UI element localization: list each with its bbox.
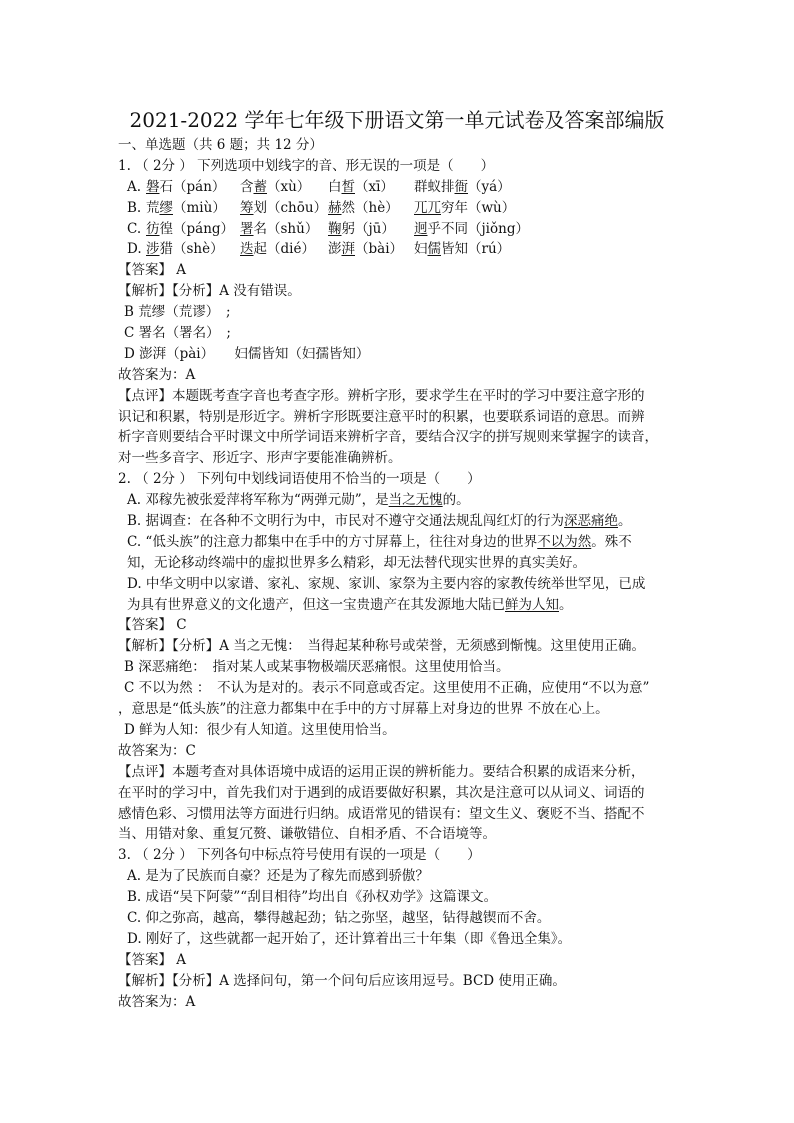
text: B 深恶痛绝： 指对某人或某事物极端厌恶痛恨。这里使用恰当。 — [124, 659, 510, 676]
text: （xù） — [267, 178, 311, 195]
text: 躬（jū） — [341, 220, 395, 237]
text: 白 — [328, 178, 342, 195]
text-line — [118, 783, 694, 804]
text: 【解析】【分析】A 当之无愧： 当得起某种称号或荣誉，无须感到惭愧。这里使用正确。 — [118, 638, 646, 655]
text: C. 仰之弥高，越高，攀得越起劲；钻之弥坚，越坚，钻得越锲而不舍。 — [127, 909, 551, 926]
text-line — [118, 992, 694, 1013]
option-item — [240, 239, 315, 260]
text-line — [118, 344, 694, 365]
option-item — [414, 239, 510, 260]
text-line — [118, 365, 694, 386]
text: B 荒缪（荒谬） ; — [124, 304, 231, 321]
text: 。 — [618, 513, 632, 530]
option-item — [414, 219, 529, 240]
text: 然（hè） — [341, 199, 399, 216]
option-row — [118, 198, 694, 219]
underlined-text: 彷 — [146, 220, 160, 237]
option-item — [146, 198, 226, 219]
text-line — [118, 887, 694, 908]
option-row — [118, 239, 694, 260]
text: 一、单选题（共 6 题；共 12 分） — [118, 137, 323, 153]
option-row — [118, 177, 694, 198]
text: 当、用错对象、重复冗赘、谦敬错位、自相矛盾、不合语境等。 — [118, 826, 496, 843]
underlined-text: 迥 — [414, 220, 428, 237]
text-line — [118, 615, 694, 636]
text: 【答案】 A — [118, 951, 187, 968]
text: D 澎湃（pài） 妇儒皆知（妇孺皆知） — [124, 345, 370, 362]
text: A. 邓稼先被张爱萍将军称为“两弹元勋”，是 — [127, 492, 389, 509]
underlined-text: 磐 — [146, 178, 160, 195]
document-title: 2021-2022 学年七年级下册语文第一单元试卷及答案部编版 — [129, 108, 665, 132]
option-label: D. — [127, 241, 142, 258]
text: B. 成语“吴下阿蒙”“刮目相待”均出自《孙权劝学》这篇课文。 — [127, 889, 498, 906]
text: 1. （ 2分 ） 下列选项中划线字的音、形无误的一项是（ ） — [118, 157, 495, 174]
option-item — [328, 219, 395, 240]
underlined-text: 鞠 — [328, 220, 342, 237]
text: D. 中华文明中以家谱、家礼、家规、家训、家祭为主要内容的家教传统举世罕见，已成 — [127, 575, 646, 592]
text: 【解析】【分析】A 选择问句，第一个问句后应该用逗号。BCD 使用正确。 — [118, 972, 566, 989]
text-line — [118, 427, 694, 448]
text-line — [118, 908, 694, 929]
text: 群蚁排 — [414, 178, 455, 195]
text-line — [118, 511, 694, 532]
underlined-text: 缪 — [159, 199, 173, 216]
text-line — [118, 448, 694, 469]
text-line — [118, 699, 694, 720]
text-line — [118, 574, 694, 595]
option-item — [328, 198, 399, 219]
text: 【点评】本题考查对具体语境中成语的运用正误的辨析能力。要结合积累的成语来分析， — [118, 763, 645, 780]
text: 乎不同（jiǒng） — [427, 220, 529, 237]
text-line — [118, 553, 694, 574]
text-line — [118, 407, 694, 428]
text: 【答案】 C — [118, 617, 187, 634]
text: 徨（páng） — [159, 220, 235, 237]
text: 猎（shè） — [159, 241, 224, 258]
text-line — [118, 595, 694, 616]
text-line — [118, 636, 694, 657]
text-line — [118, 950, 694, 971]
underlined-text: 筹 — [240, 199, 254, 216]
underlined-text: 深恶痛绝 — [564, 513, 619, 530]
text: 故答案为：A — [118, 993, 196, 1010]
text: 的。 — [442, 492, 470, 509]
text: 在平时的学习中，首先我们对于遇到的成语要做好积累，其次是注意可以从词义、词语的 — [118, 784, 645, 801]
text: 。 — [559, 596, 573, 613]
text: D 鲜为人知：很少有人知道。这里使用恰当。 — [124, 721, 396, 738]
text-line — [118, 678, 694, 699]
text-line — [118, 971, 694, 992]
text: C. “低头族”的注意力都集中在手中的方寸屏幕上，往往对身边的世界 — [127, 533, 538, 550]
text-line — [118, 532, 694, 553]
option-item — [414, 177, 511, 198]
document-body — [118, 135, 694, 1012]
option-item — [240, 198, 327, 219]
text-line — [118, 469, 694, 490]
option-item — [240, 177, 310, 198]
text: 【解析】【分析】A 没有错误。 — [118, 283, 301, 300]
text: C 署名（署名） ; — [124, 325, 231, 342]
text: 感情色彩、习惯用法等方面进行归纳。成语常见的错误有：望文生义、褒贬不当、搭配不 — [118, 805, 645, 822]
text: 石（pán） — [159, 178, 226, 195]
text: 皆知（rú） — [441, 241, 511, 258]
text: 妇 — [414, 241, 428, 258]
option-label: A. — [127, 178, 142, 195]
text-line — [118, 657, 694, 678]
text: （yá） — [468, 178, 511, 195]
option-item — [328, 177, 394, 198]
text: 析字音则要结合平时课文中所学词语来辨析字音，要结合汉字的拼写规则来掌握字的读音， — [118, 429, 658, 446]
text-line — [118, 323, 694, 344]
text: ，意思是“低头族”的注意力都集中在手中的方寸屏幕上对身边的世界 不放在心上。 — [118, 701, 609, 718]
option-item — [146, 239, 224, 260]
text-line — [118, 281, 694, 302]
text: 名（shǔ） — [253, 220, 319, 237]
option-item — [328, 239, 403, 260]
text-line — [118, 741, 694, 762]
text-line — [118, 490, 694, 511]
text: 穷年（wù） — [441, 199, 516, 216]
underlined-text: 鲜为人知 — [505, 596, 559, 613]
text: 【答案】 A — [118, 262, 187, 279]
text: 荒 — [146, 199, 160, 216]
text: 【点评】本题既考查字音也考查字形。辨析字形，要求学生在平时的学习中要注意字形的 — [118, 387, 645, 404]
text: （bài） — [355, 241, 404, 258]
option-label: C. — [127, 220, 142, 237]
underlined-text: 儒 — [427, 241, 441, 258]
text: C 不以为然 ： 不认为是对的。表示不同意或否定。这里使用不正确，应使用“不以为意” — [124, 680, 650, 697]
option-item — [146, 219, 234, 240]
text-line — [118, 260, 694, 281]
text-line — [118, 929, 694, 950]
text: 3. （ 2分 ） 下列各句中标点符号使用有误的一项是（ ） — [118, 847, 481, 864]
underlined-text: 蓄 — [253, 178, 267, 195]
text: 2. （ 2分 ） 下列句中划线词语使用不恰当的一项是（ ） — [118, 471, 481, 488]
text: 含 — [240, 178, 254, 195]
text-line — [118, 845, 694, 866]
option-item — [146, 177, 225, 198]
text-line — [118, 804, 694, 825]
underlined-text: 不以为然 — [537, 533, 592, 550]
underlined-text: 迭 — [240, 241, 254, 258]
underlined-text: 赫 — [328, 199, 342, 216]
text-line — [118, 302, 694, 323]
option-label: B. — [127, 199, 142, 216]
text-line — [118, 386, 694, 407]
underlined-text: 署 — [240, 220, 254, 237]
text: 对一些多音字、形近字、形声字要能准确辨析。 — [118, 450, 402, 467]
text: 识记和积累，特别是形近字。辨析字形既要注意平时的积累，也要联系词语的意思。而辨 — [118, 408, 645, 425]
text: 故答案为：A — [118, 366, 196, 383]
underlined-text: 皙 — [341, 178, 355, 195]
text: 澎 — [328, 241, 342, 258]
underlined-text: 湃 — [341, 241, 355, 258]
text: A. 是为了民族而自豪？还是为了稼先而感到骄傲？ — [127, 868, 429, 885]
underlined-text: 涉 — [146, 241, 160, 258]
text-line — [118, 762, 694, 783]
underlined-text: 兀兀 — [414, 199, 441, 216]
text: （xī） — [355, 178, 394, 195]
text-line — [118, 720, 694, 741]
option-item — [240, 219, 318, 240]
text-line — [118, 866, 694, 887]
text: （miù） — [173, 199, 226, 216]
underlined-text: 当之无愧 — [388, 492, 443, 509]
text: B. 据调查：在各种不文明行为中，市民对不遵守交通法规乱闯红灯的行为 — [127, 513, 565, 530]
text: 起（dié） — [253, 241, 315, 258]
option-row — [118, 219, 694, 240]
underlined-text: 衙 — [454, 178, 468, 195]
text: 为具有世界意义的文化遗产，但这一宝贵遗产在其发源地大陆已 — [127, 596, 505, 613]
text-line — [118, 156, 694, 177]
text-line — [118, 824, 694, 845]
text: D. 刚好了，这些就都一起开始了，还计算着出三十年集（即《鲁迅全集》。 — [127, 930, 572, 947]
text: 知，无论移动终端中的虚拟世界多么精彩，却无法替代现实世界的真实美好。 — [127, 554, 586, 571]
text: 。殊不 — [591, 533, 632, 550]
text-line — [118, 135, 694, 156]
text: 划（chōu） — [253, 199, 328, 216]
option-item — [414, 198, 515, 219]
text: 故答案为：C — [118, 742, 196, 759]
